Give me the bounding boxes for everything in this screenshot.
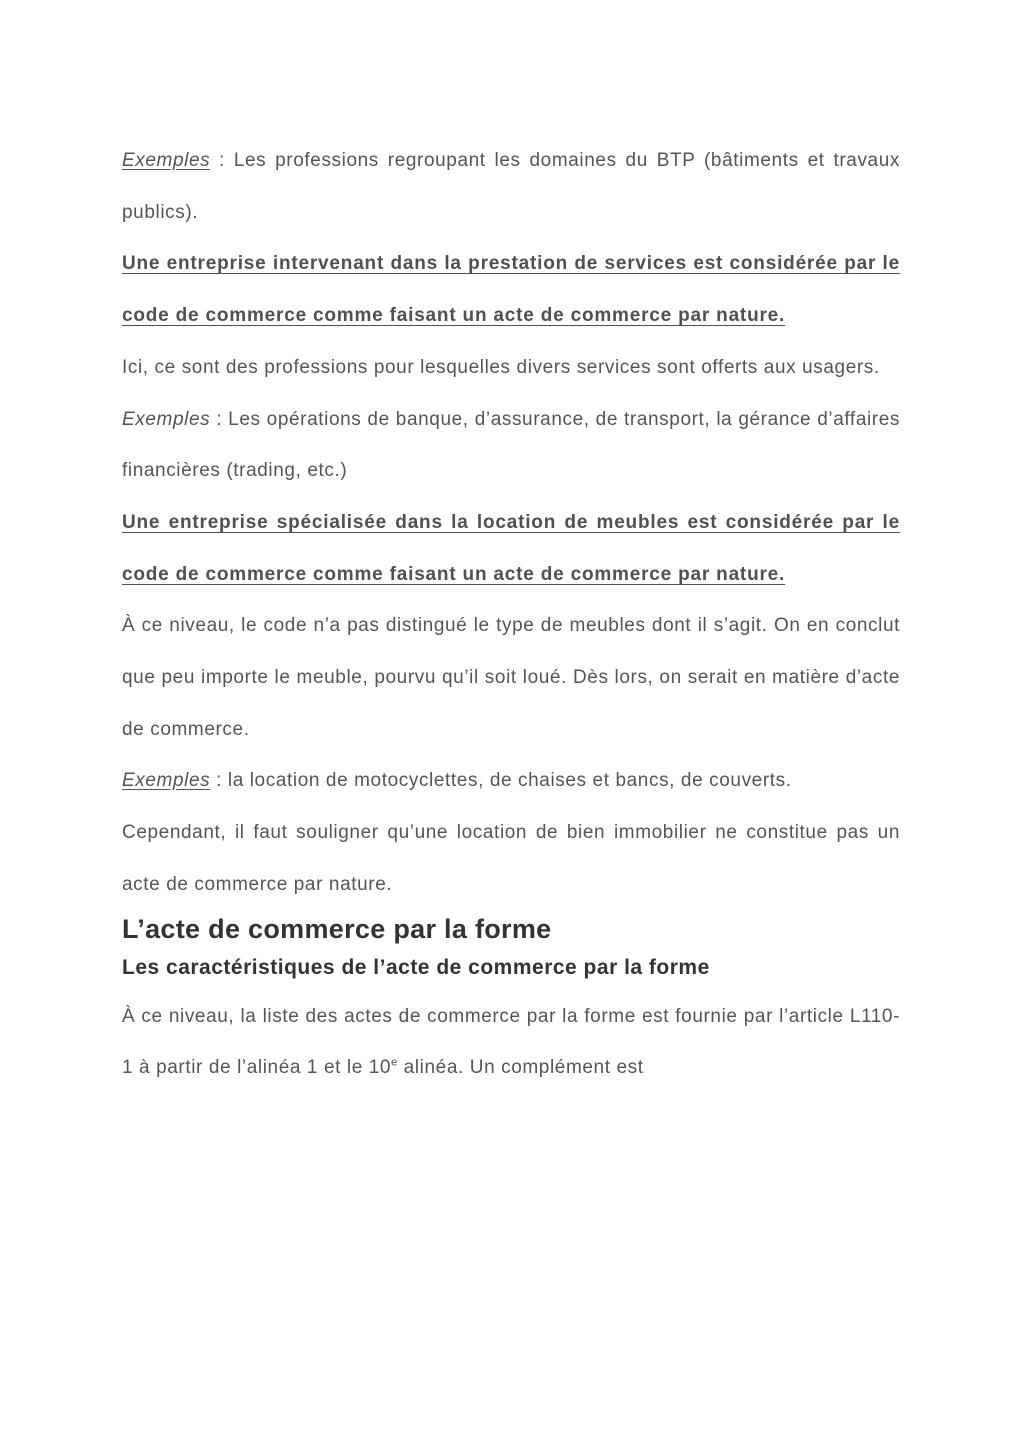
paragraph-services-definition: Une entreprise intervenant dans la prestation de services est considérée par le code de commerce comme faisant un acte de commerce par nature. [122,253,900,327]
paragraph-form-list [122,991,900,1094]
paragraph-text: : Les professions regroupant les domaines du BTP (bâtiments et travaux publics). [122,150,900,223]
paragraph-real-estate-note: Cependant, il faut souligner qu’une location de bien immobilier ne constitue pas un acte de commerce par nature. [122,822,900,895]
subsection-heading: Les caractéristiques de l’acte de commerce par la forme [122,955,710,979]
paragraph-services-explanation: Ici, ce sont des professions pour lesquelles divers services sont offerts aux usagers. [122,356,880,378]
superscript: e [391,1056,398,1069]
document-page [122,135,900,1094]
paragraph-text: alinéa. Un complément est [397,1057,644,1079]
paragraph-text: : la location de motocyclettes, de chaises et bancs, de couverts. [210,770,792,792]
examples-label: Exemples [122,408,211,430]
paragraph-examples-services [122,394,900,497]
paragraph-examples-btp [122,135,900,238]
paragraph-furniture-definition: Une entreprise spécialisée dans la location de meubles est considérée par le code de commerce comme faisant un acte de commerce par nature. [122,511,900,585]
paragraph-text: : Les opérations de banque, d’assurance, de transport, la gérance d’affaires financières (trading, etc.) [122,408,900,482]
examples-label: Exemples [122,770,211,792]
paragraph-text: À ce niveau, la liste des actes de commerce par la forme est fournie par l’article L110-1 à partir de l’alinéa 1 et le 10 [122,1005,900,1079]
section-heading: L’acte de commerce par la forme [122,913,552,944]
examples-label: Exemples [122,150,211,171]
paragraph-examples-furniture [122,755,900,807]
paragraph-furniture-explanation: À ce niveau, le code n’a pas distingué le type de meubles dont il s’agit. On en conclut que peu importe le meuble, pourvu qu’il soit loué. Dès lors, on serait en matière d’acte de commerce. [122,615,900,740]
